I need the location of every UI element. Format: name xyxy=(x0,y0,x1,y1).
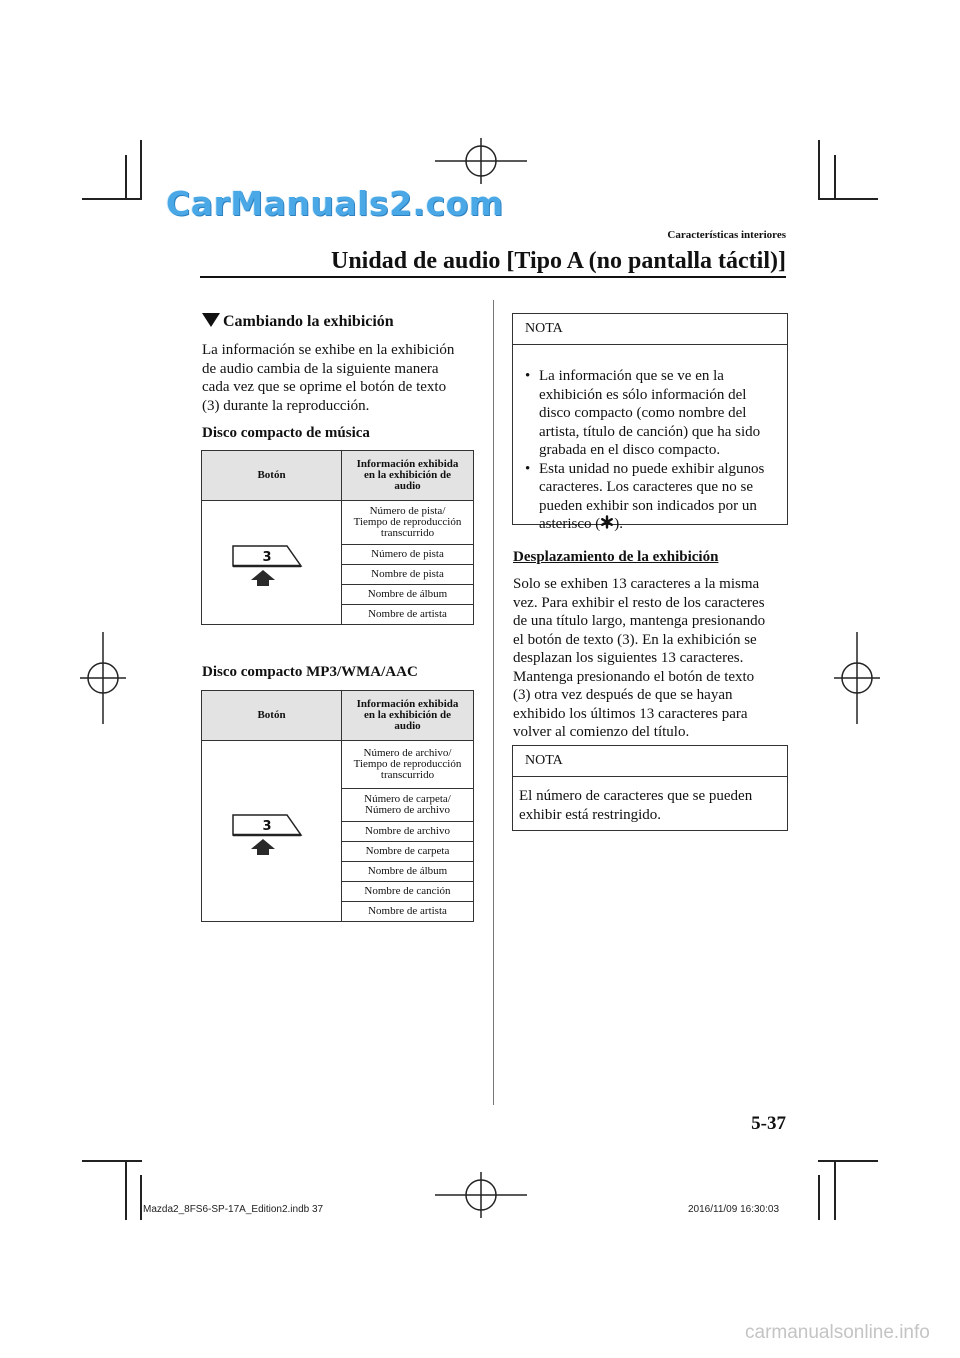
note-title: NOTA xyxy=(513,314,787,345)
asterisk-line: asterisco ( ). xyxy=(539,516,623,532)
watermark-footer[interactable]: carmanualsonline.info xyxy=(745,1322,930,1343)
text-button-3-icon xyxy=(227,536,317,586)
registration-mark-top xyxy=(435,138,527,184)
note-body xyxy=(513,345,787,534)
scroll-heading: Desplazamiento de la exhibición xyxy=(513,549,719,565)
button-cell xyxy=(202,741,342,922)
asterisk-icon xyxy=(600,515,614,529)
table-row: Nombre de archivo xyxy=(342,822,474,842)
svg-text:3: 3 xyxy=(261,818,272,834)
text-button-3-icon xyxy=(227,805,317,855)
page-title: Unidad de audio [Tipo A (no pantalla táctil)] xyxy=(331,248,786,274)
section-heading xyxy=(202,313,394,331)
table-row: Número de carpeta/ Número de archivo xyxy=(342,789,474,822)
section-label: Características interiores xyxy=(667,229,786,241)
note-title: NOTA xyxy=(513,746,787,777)
note-box-1 xyxy=(512,313,788,532)
scroll-paragraph: Solo se exhiben 13 caracteres a la misma vez. Para exhibir el resto de los caracteres de una título largo, mantenga presionando el botón de texto (3). En la exhibición se desplazan los siguientes 13 caracteres. Mantenga presionando el botón de texto (3) otra vez después de que se hayan exhibido los últimos 13 caracteres para volver al comienzo del título. xyxy=(513,576,766,740)
column-header-info: Información exhibida en la exhibición de audio xyxy=(342,451,474,501)
table-row: Nombre de carpeta xyxy=(342,842,474,862)
table-row: Número de pista/ Tiempo de reproducción transcurrido xyxy=(342,501,474,545)
note-box-2 xyxy=(512,745,788,831)
note-bullet: • La información que se ve en la exhibición es sólo información del disco compacto (como nombre del artista, título de canción) que ha sido grabada en el disco compacto. xyxy=(525,368,761,458)
registration-mark-left xyxy=(80,632,126,724)
footer-timestamp: 2016/11/09 16:30:03 xyxy=(688,1204,780,1215)
table-music-cd xyxy=(201,450,474,625)
header-rule xyxy=(200,276,786,278)
table-row: Número de archivo/ Tiempo de reproducción transcurrido xyxy=(342,741,474,789)
column-header-button: Botón xyxy=(202,451,342,501)
column-header-button: Botón xyxy=(202,691,342,741)
footer-filename: Mazda2_8FS6-SP-17A_Edition2.indb 37 xyxy=(143,1204,324,1215)
button-cell xyxy=(202,501,342,625)
section-heading-text: Cambiando la exhibición xyxy=(223,313,394,330)
intro-line: de audio cambia de la siguiente manera xyxy=(202,360,439,377)
table-row: Nombre de álbum xyxy=(342,585,474,605)
table2-title: Disco compacto MP3/WMA/AAC xyxy=(202,664,418,680)
table1-title: Disco compacto de música xyxy=(202,425,370,441)
column-header-info: Información exhibida en la exhibición de audio xyxy=(342,691,474,741)
table-row: Nombre de pista xyxy=(342,565,474,585)
watermark-logo[interactable]: CarManuals2.com xyxy=(166,184,504,223)
note-body: El número de caracteres que se pueden exhibir está restringido. xyxy=(519,788,753,823)
table-mp3-cd xyxy=(201,690,474,922)
table-row: Nombre de artista xyxy=(342,605,474,625)
registration-mark-bottom xyxy=(435,1172,527,1218)
page-number: 5-37 xyxy=(751,1113,786,1134)
intro-paragraph xyxy=(202,341,487,415)
column-separator xyxy=(493,300,494,1105)
svg-text:3: 3 xyxy=(261,550,272,565)
table-row: Nombre de artista xyxy=(342,902,474,922)
note-bullet: • Esta unidad no puede exhibir algunos caracteres. Los caracteres que no se pueden exhibir son indicados por un asterisco ( ). xyxy=(513,460,787,534)
registration-mark-right xyxy=(834,632,880,724)
table-row: Nombre de canción xyxy=(342,882,474,902)
intro-line: (3) durante la reproducción. xyxy=(202,397,370,414)
table-row: Nombre de álbum xyxy=(342,862,474,882)
intro-line: cada vez que se oprime el botón de texto xyxy=(202,379,447,395)
triangle-marker-icon xyxy=(202,313,220,327)
intro-line: La información se exhibe en la exhibición xyxy=(202,342,455,358)
table-row: Número de pista xyxy=(342,545,474,565)
